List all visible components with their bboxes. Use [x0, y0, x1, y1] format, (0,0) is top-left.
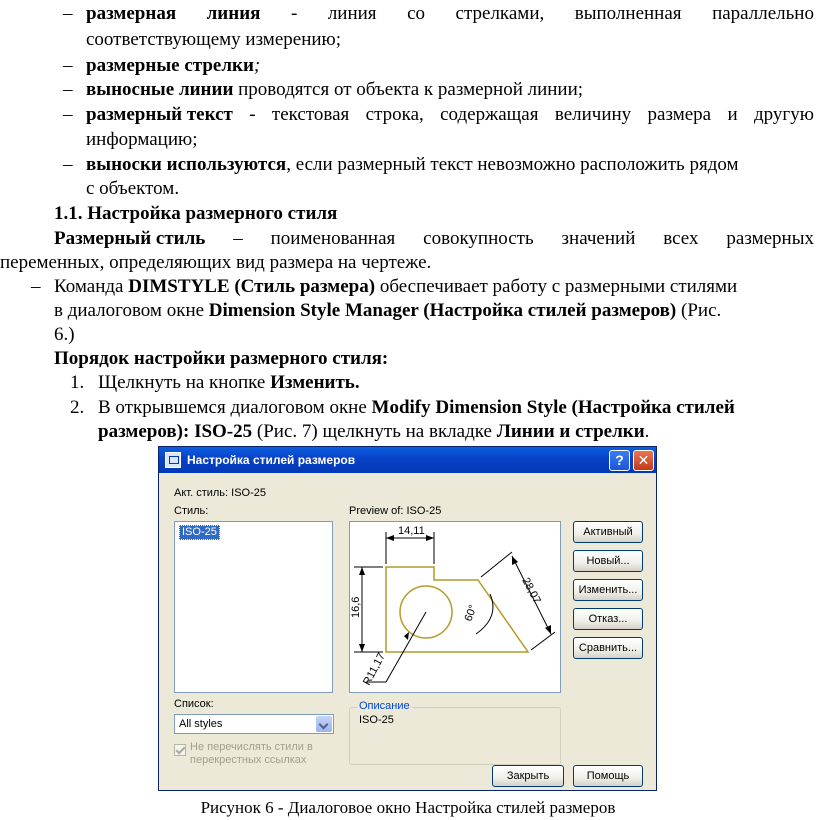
dialog-title: Настройка стилей размеров: [187, 453, 356, 467]
term: Modify Dimension Style (Настройка стилей: [371, 397, 735, 418]
text: , если размерный текст невозможно расположить рядом: [286, 154, 739, 175]
term: Линии и стрелки: [496, 421, 645, 442]
term: линия: [206, 3, 261, 24]
bullet-dash: –: [63, 154, 73, 175]
step-2: [98, 396, 735, 420]
step-2-cont: [98, 420, 649, 444]
word: текстовая: [271, 104, 350, 125]
word: -: [249, 104, 256, 125]
text: проводятся от объекта к размерной линии;: [233, 79, 584, 100]
bullet-dimension-line: [86, 2, 814, 26]
dimension-style-manager-dialog: [158, 446, 657, 791]
word: строка,: [365, 104, 424, 125]
step-number: 2.: [70, 397, 85, 418]
word: величину: [554, 104, 632, 125]
help-button[interactable]: Помощь: [573, 765, 643, 787]
dim-left: 16,6: [350, 596, 362, 618]
bullet-dash: –: [63, 3, 73, 24]
current-style-label: Акт. стиль: ISO-25: [174, 487, 266, 499]
term: размерные стрелки: [86, 55, 254, 76]
word: выполненная: [574, 3, 682, 24]
style-preview: [349, 521, 561, 693]
text-line: 6.): [54, 324, 75, 345]
text: обеспечивает работу с размерными стилями: [375, 276, 738, 297]
list-label: Список:: [174, 698, 214, 710]
dim-radius: R11,17: [361, 651, 388, 688]
term: Размерный стиль: [54, 228, 206, 249]
punct: ;: [253, 55, 261, 76]
bullet-dash: –: [63, 79, 73, 100]
dialog-titlebar[interactable]: [159, 447, 656, 473]
close-icon[interactable]: ✕: [633, 450, 654, 471]
bullet-extension-lines: [86, 78, 583, 102]
no-xref-styles-label: Не перечислять стили в перекрестных ссылках: [190, 741, 313, 766]
word: размера: [647, 104, 712, 125]
term: размерная: [86, 3, 177, 24]
help-title-button[interactable]: ?: [609, 450, 630, 471]
word: поименованная: [270, 228, 396, 249]
word: параллельно: [712, 3, 814, 24]
description-title: Описание: [359, 700, 410, 712]
word: содержащая: [440, 104, 539, 125]
text-line: с объектом.: [86, 178, 180, 199]
text: В открывшемся диалоговом окне: [98, 397, 372, 418]
term: размеров): ISO-25: [98, 421, 253, 442]
word: и: [727, 104, 738, 125]
set-current-button[interactable]: Активный: [573, 521, 643, 543]
paragraph-dimension-style: [54, 227, 814, 251]
word: размерных: [726, 228, 814, 249]
text-line: переменных, определяющих вид размера на чертеже.: [0, 252, 432, 273]
chevron-down-icon[interactable]: [316, 716, 332, 732]
step-number: 1.: [70, 372, 85, 393]
section-heading: 1.1. Настройка размерного стиля: [54, 203, 338, 224]
step-1: [98, 371, 360, 395]
figure-caption: Рисунок 6 - Диалоговое окно Настройка стилей размеров: [200, 798, 616, 817]
list-filter-select[interactable]: [174, 714, 334, 734]
term: размерный текст: [86, 104, 233, 125]
modify-style-button[interactable]: Изменить...: [573, 579, 643, 601]
word: всех: [663, 228, 699, 249]
word: со: [407, 3, 426, 24]
text: Команда: [54, 276, 129, 297]
compare-button[interactable]: Сравнить...: [573, 637, 643, 659]
bullet-leaders: [86, 153, 739, 177]
term: выноски используются: [86, 154, 287, 175]
description-value: ISO-25: [359, 714, 394, 726]
dim-diag: 28,07: [519, 575, 543, 606]
list-filter-value: All styles: [179, 718, 223, 730]
text: в диалоговом окне: [54, 300, 209, 321]
bullet-dimension-text: [86, 103, 814, 127]
term: выносные линии: [86, 79, 234, 100]
term: DIMSTYLE (Стиль размера): [128, 276, 376, 297]
dim-angle: 60°: [462, 603, 480, 624]
term: Изменить.: [270, 372, 360, 393]
command-line: [54, 275, 737, 299]
text-line: соответствующему измерению;: [86, 29, 342, 50]
style-item-iso25[interactable]: ISO-25: [179, 525, 220, 540]
preview-label: Preview of: ISO-25: [349, 505, 442, 517]
word: -: [290, 3, 298, 24]
override-button[interactable]: Отказ...: [573, 608, 643, 630]
preview-drawing: [350, 522, 560, 692]
word: –: [233, 228, 243, 249]
text: .: [644, 421, 650, 442]
new-style-button[interactable]: Новый...: [573, 550, 643, 572]
text-line: информацию;: [86, 129, 198, 150]
bullet-dash: –: [31, 276, 41, 297]
bullet-dash: –: [63, 55, 73, 76]
styles-listbox[interactable]: [174, 521, 333, 693]
word: линия: [327, 3, 377, 24]
styles-label: Стиль:: [174, 505, 209, 517]
bullet-dimension-arrows: [86, 54, 260, 78]
dim-top: 14,11: [398, 525, 425, 537]
text: (Рис.: [676, 300, 722, 321]
word: другую: [754, 104, 814, 125]
no-xref-styles-checkbox[interactable]: [174, 744, 186, 756]
text: (Рис. 7) щелкнуть на вкладке: [252, 421, 497, 442]
word: стрелками,: [455, 3, 545, 24]
app-icon: [165, 452, 181, 468]
term: Dimension Style Manager (Настройка стилей размеров): [208, 300, 677, 321]
word: значений: [561, 228, 636, 249]
text: Щелкнуть на кнопке: [98, 372, 271, 393]
bullet-dash: –: [63, 104, 73, 125]
close-button[interactable]: Закрыть: [492, 765, 564, 787]
order-heading: Порядок настройки размерного стиля:: [54, 348, 389, 369]
word: совокупность: [423, 228, 534, 249]
command-line: [54, 299, 721, 323]
